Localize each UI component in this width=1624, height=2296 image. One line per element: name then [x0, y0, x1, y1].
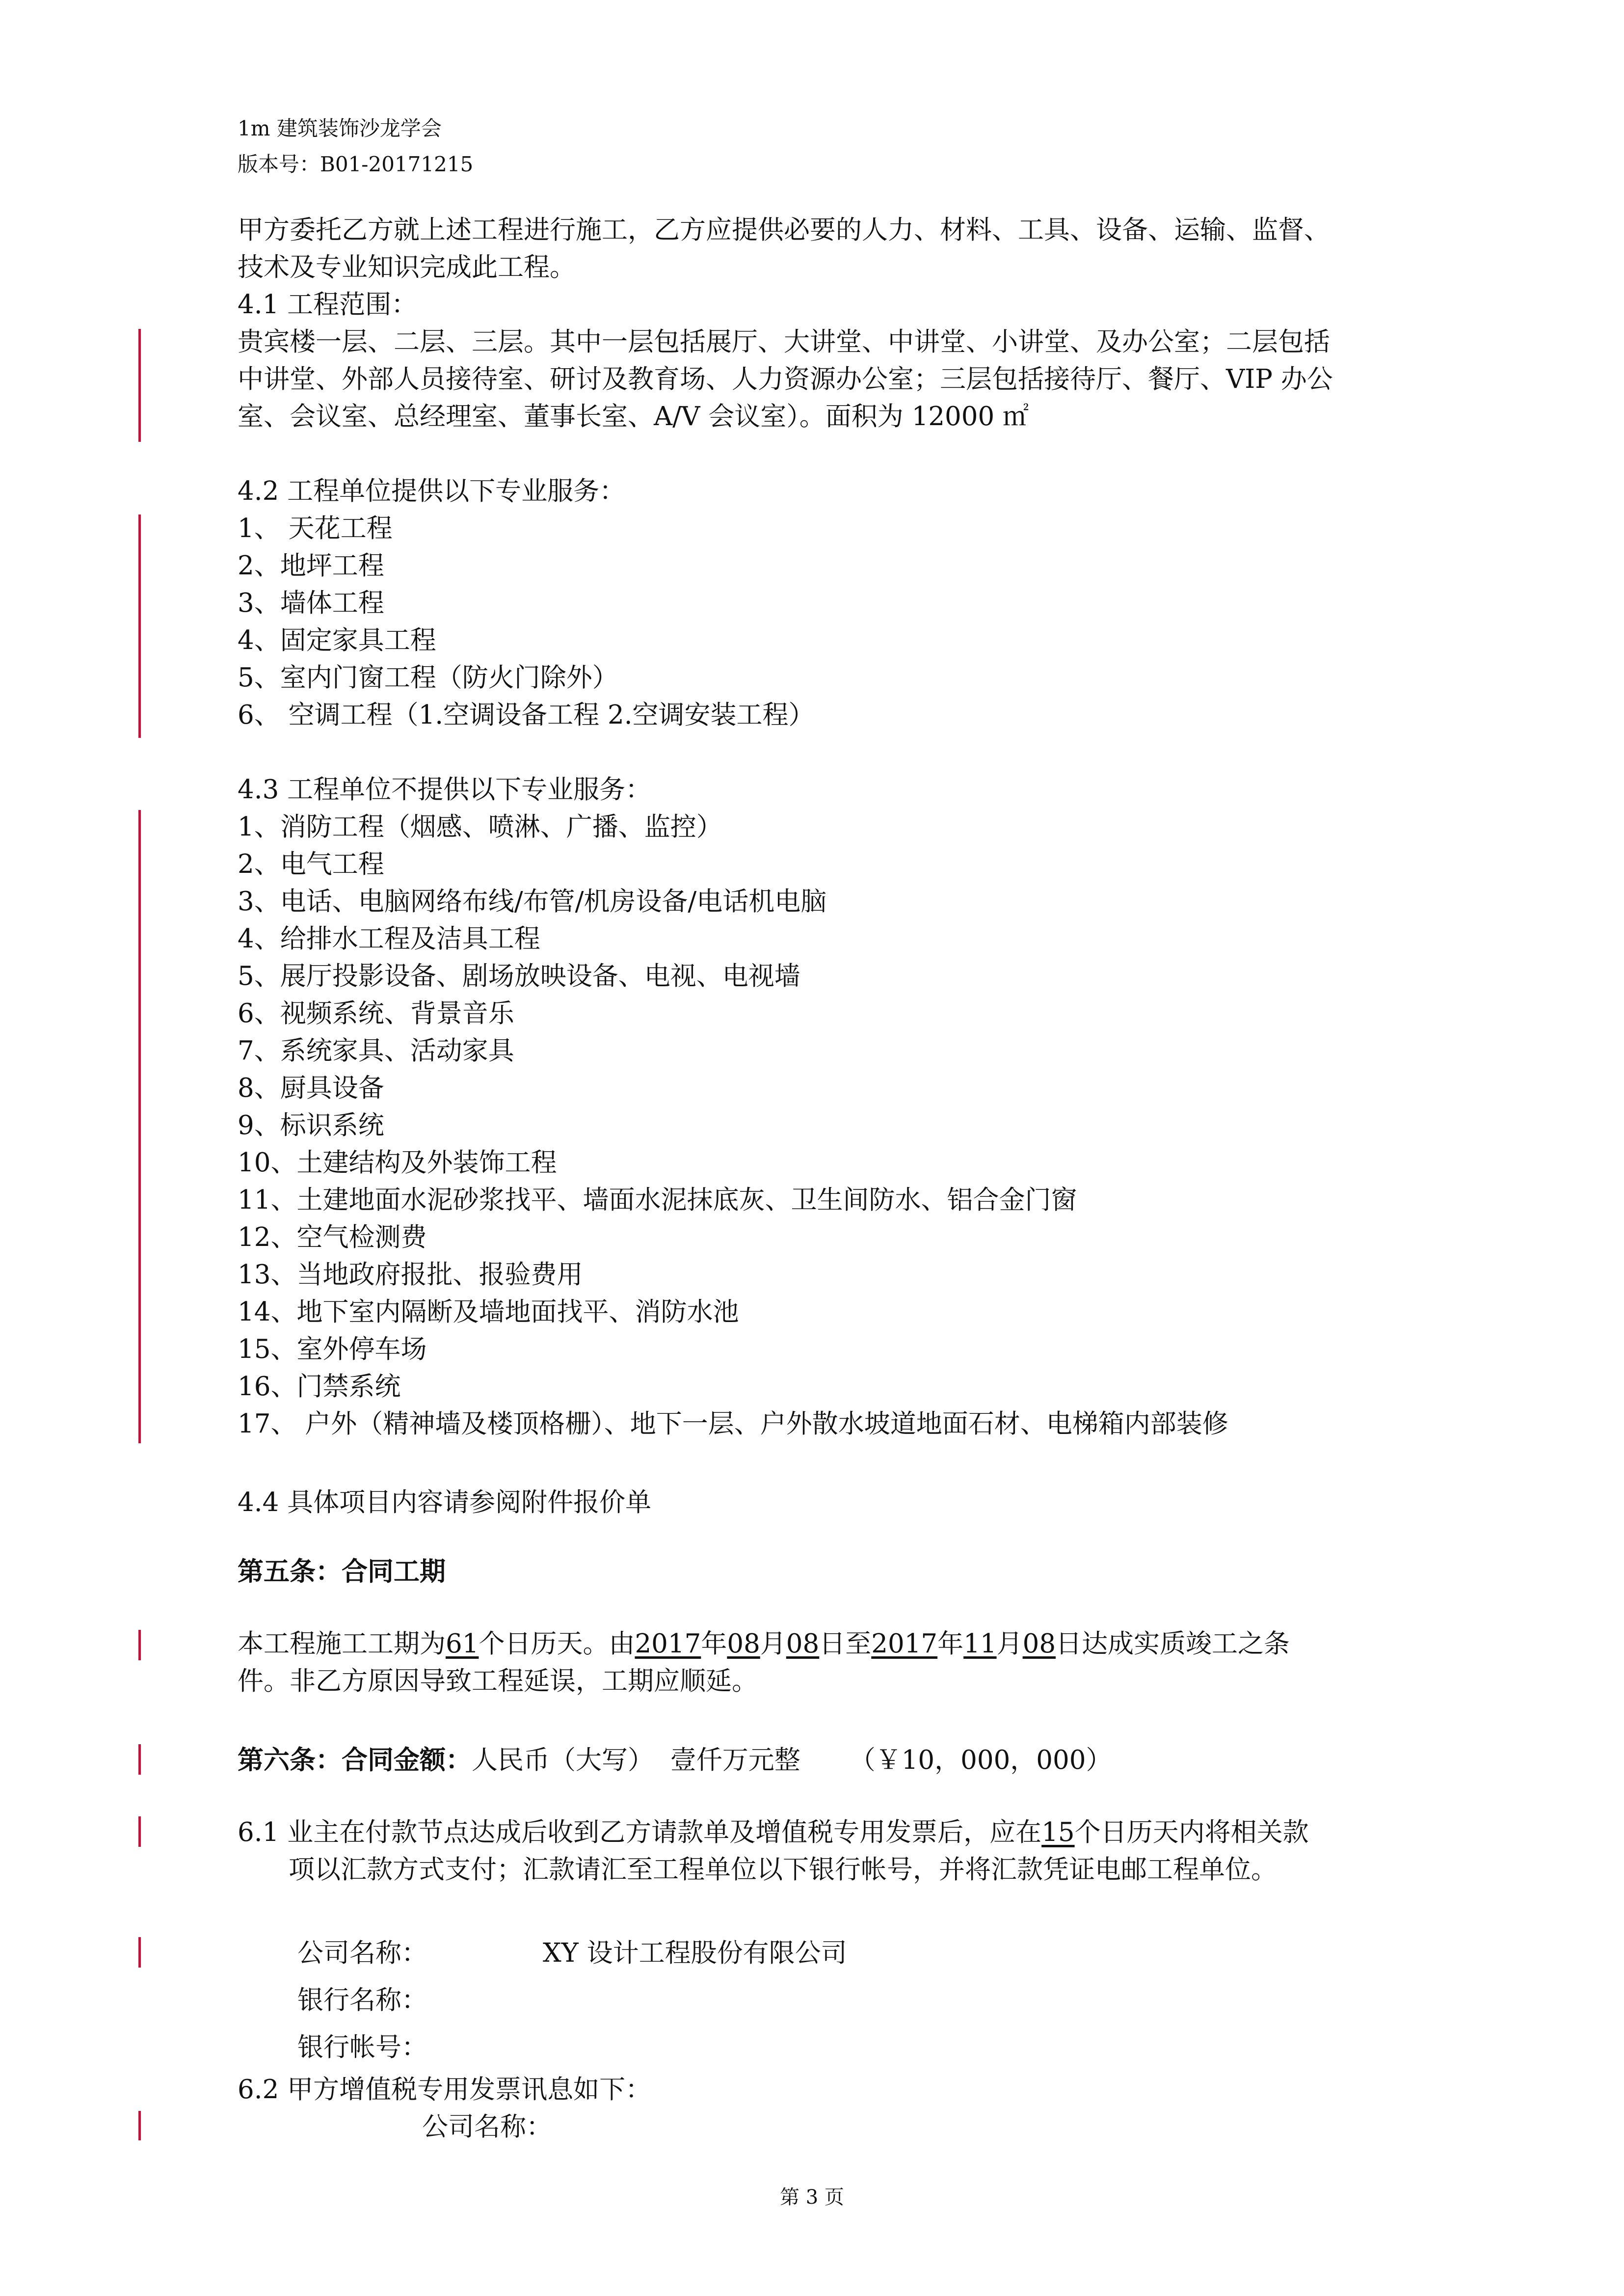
revision-bar: [138, 1630, 141, 1660]
section-4-2-heading: 4.2 工程单位提供以下专业服务：: [238, 476, 626, 506]
list-item: 16、门禁系统: [238, 1372, 401, 1402]
list-item: 10、土建结构及外装饰工程: [238, 1148, 557, 1178]
revision-bar: [138, 810, 141, 1443]
duration-days: 61: [446, 1629, 479, 1659]
company-name-label: 公司名称：: [297, 1938, 427, 1968]
list-item: 17、 户外（精神墙及楼顶格栅）、地下一层、户外散水坡道地面石材、电梯箱内部装修: [238, 1409, 1228, 1439]
start-day: 08: [786, 1629, 820, 1659]
end-day: 08: [1022, 1629, 1056, 1659]
intro-line: 甲方委托乙方就上述工程进行施工，乙方应提供必要的人力、材料、工具、设备、运输、监督、: [238, 215, 1330, 245]
list-item: 2、地坪工程: [238, 551, 384, 581]
list-item: 4、给排水工程及洁具工程: [238, 924, 540, 954]
payment-line: 6.1 业主在付款节点达成后收到乙方请款单及增值税专用发票后，应在15个日历天内将相关款: [238, 1817, 1309, 1847]
header-version: 版本号：B01-20171215: [238, 152, 474, 176]
section-6-2-heading: 6.2 甲方增值税专用发票讯息如下：: [238, 2075, 652, 2105]
schedule-line: 件。非乙方原因导致工程延误，工期应顺延。: [238, 1666, 758, 1696]
list-item: 1、消防工程（烟感、喷淋、广播、监控）: [238, 812, 722, 842]
bank-name-label: 银行名称：: [297, 1985, 427, 2015]
list-item: 5、室内门窗工程（防火门除外）: [238, 663, 618, 693]
list-item: 5、展厅投影设备、剧场放映设备、电视、电视墙: [238, 961, 800, 991]
invoice-company-label: 公司名称：: [422, 2112, 552, 2142]
payment-line: 项以汇款方式支付；汇款请汇至工程单位以下银行帐号，并将汇款凭证电邮工程单位。: [289, 1855, 1277, 1885]
scope-line: 中讲堂、外部人员接待室、研讨及教育场、人力资源办公室；三层包括接待厅、餐厅、VIP 办公: [238, 364, 1333, 394]
list-item: 6、视频系统、背景音乐: [238, 999, 514, 1028]
end-year: 2017: [871, 1629, 938, 1659]
page-number: 第 3 页: [780, 2186, 844, 2209]
article-5-title: 第五条：合同工期: [238, 1556, 446, 1587]
end-month: 11: [963, 1629, 997, 1659]
list-item: 15、室外停车场: [238, 1334, 427, 1364]
start-month: 08: [727, 1629, 760, 1659]
section-4-1-heading: 4.1 工程范围：: [238, 290, 418, 320]
revision-bar: [138, 329, 141, 442]
list-item: 6、 空调工程（1.空调设备工程 2.空调安装工程）: [238, 700, 815, 730]
payment-days: 15: [1041, 1817, 1075, 1847]
revision-bar: [138, 1937, 141, 1968]
header-org: 1m 建筑装饰沙龙学会: [238, 116, 442, 140]
revision-bar: [138, 1816, 141, 1847]
article-6-title: 第六条：合同金额：: [238, 1745, 472, 1775]
list-item: 2、电气工程: [238, 849, 384, 879]
list-item: 8、厨具设备: [238, 1073, 384, 1103]
section-4-4-text: 4.4 具体项目内容请参阅附件报价单: [238, 1487, 652, 1517]
revision-bar: [138, 514, 141, 738]
list-item: 14、地下室内隔断及墙地面找平、消防水池: [238, 1297, 739, 1327]
list-item: 3、墙体工程: [238, 588, 384, 618]
section-4-3-heading: 4.3 工程单位不提供以下专业服务：: [238, 775, 652, 805]
revision-bar: [138, 2111, 141, 2140]
list-item: 12、空气检测费: [238, 1222, 427, 1252]
scope-line: 贵宾楼一层、二层、三层。其中一层包括展厅、大讲堂、中讲堂、小讲堂、及办公室；二层包括: [238, 327, 1330, 357]
scope-line: 室、会议室、总经理室、董事长室、A/V 会议室）。面积为 12000 ㎡: [238, 402, 1029, 432]
start-year: 2017: [635, 1629, 701, 1659]
list-item: 13、当地政府报批、报验费用: [238, 1260, 583, 1290]
list-item: 9、标识系统: [238, 1110, 384, 1140]
list-item: 4、固定家具工程: [238, 625, 436, 655]
intro-line: 技术及专业知识完成此工程。: [238, 252, 576, 282]
list-item: 1、 天花工程: [238, 513, 393, 543]
bank-account-label: 银行帐号：: [297, 2032, 427, 2062]
list-item: 7、系统家具、活动家具: [238, 1036, 514, 1066]
list-item: 11、土建地面水泥砂浆找平、墙面水泥抹底灰、卫生间防水、铝合金门窗: [238, 1185, 1077, 1215]
contract-amount-words: 人民币（大写） 壹仟万元整: [472, 1745, 800, 1775]
article-6-line: [238, 1741, 1112, 1779]
contract-amount-number: （￥10，000，000）: [849, 1745, 1112, 1775]
schedule-line: 本工程施工工期为61个日历天。由2017年08月08日至2017年11月08日达成实质竣工之条: [238, 1629, 1290, 1659]
company-name-value: XY 设计工程股份有限公司: [543, 1938, 847, 1968]
list-item: 3、电话、电脑网络布线/布管/机房设备/电话机电脑: [238, 887, 827, 917]
revision-bar: [138, 1744, 141, 1775]
